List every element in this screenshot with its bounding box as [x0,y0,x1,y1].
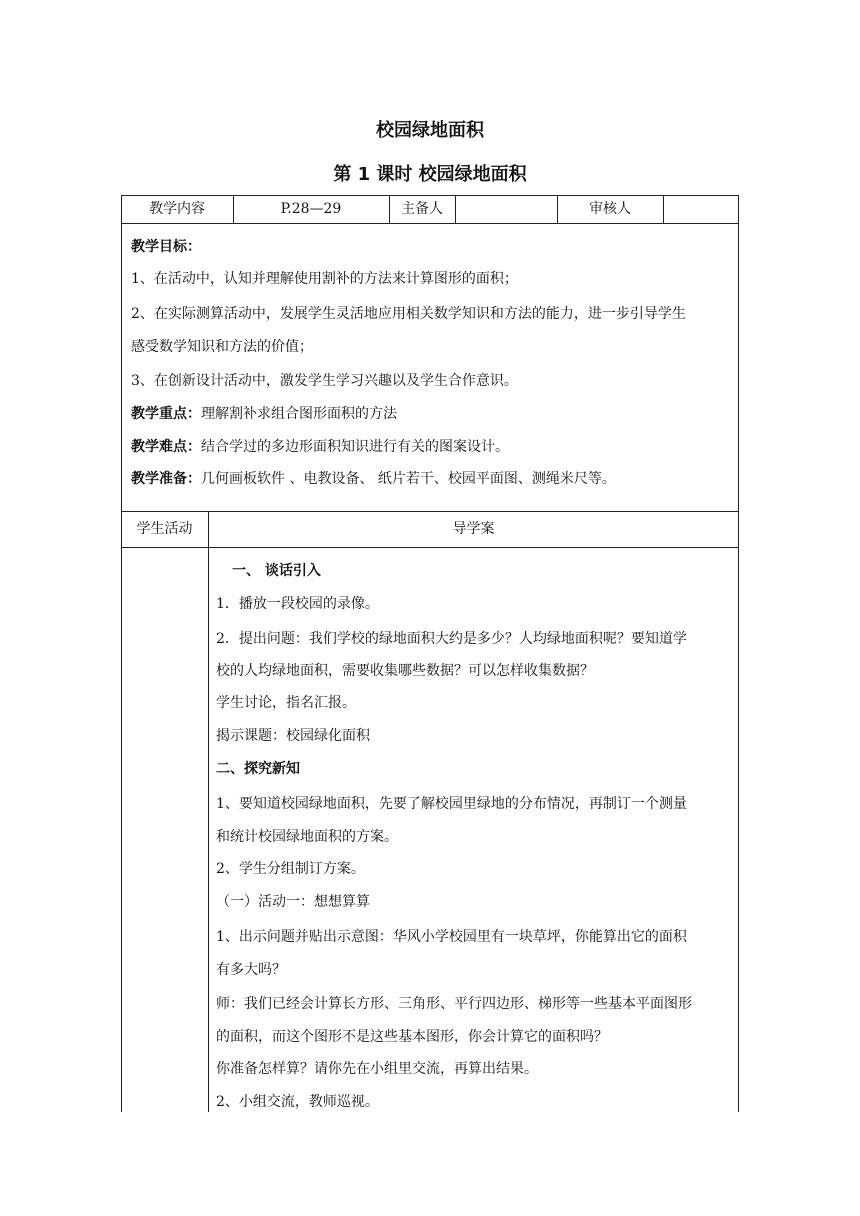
objectives-heading: 教学目标： [131,239,201,255]
difficulty-label: 教学难点： [131,439,201,455]
section-heading: 二、探究新知 [216,761,300,777]
guide-line: 有多大吗？ [216,962,286,978]
guide-line: （一）活动一：想想算算 [216,894,370,910]
guide-line: 师：我们已经会计算长方形、三角形、平行四边形、梯形等一些基本平面图形 [216,996,692,1012]
guide-line: 的面积，而这个图形不是这些基本图形，你会计算它的面积吗？ [216,1029,608,1045]
guide-line: 1、要知道校园绿地面积，先要了解校园里绿地的分布情况，再制订一个测量 [216,796,687,812]
difficulty-text: 结合学过的多边形面积知识进行有关的图案设计。 [201,439,509,455]
guide-line: 校的人均绿地面积，需要收集哪些数据？可以怎样收集数据？ [216,663,594,679]
objective-item: 感受数学知识和方法的价值； [131,339,313,355]
guide-line: 2、小组交流，教师巡视。 [216,1094,379,1110]
key-point [131,404,397,424]
objective-item: 2、在实际测算活动中，发展学生灵活地应用相关数学知识和方法的能力，进一步引导学生 [131,306,686,322]
document-title: 校园绿地面积 [376,120,484,141]
objective-item: 3、在创新设计活动中，激发学生学习兴趣以及学生合作意识。 [131,373,518,389]
divider [663,195,664,224]
guide-line: 学生讨论，指名汇报。 [216,695,356,711]
preparer-label: 主备人 [401,201,443,217]
difficulty-point [131,437,509,457]
reviewer-label: 审核人 [589,201,631,217]
content-label: 教学内容 [149,201,205,217]
guide-line: 1、出示问题并贴出示意图：华风小学校园里有一块草坪，你能算出它的面积 [216,929,687,945]
guide-line: 你准备怎样算？请你先在小组里交流，再算出结果。 [216,1061,538,1077]
preparation-text: 几何画板软件 、电教设备、 纸片若干、校园平面图、测绳米尺等。 [201,471,616,487]
key-point-text: 理解割补求组合图形面积的方法 [201,406,397,422]
preparation [131,469,616,489]
guide-line: 1．播放一段校园的录像。 [216,596,379,612]
guide-line: 揭示课题：校园绿化面积 [216,728,370,744]
objective-item: 1、在活动中，认知并理解使用割补的方法来计算图形的面积； [131,271,518,287]
guide-header: 导学案 [452,521,495,537]
guide-line: 2、学生分组制订方案。 [216,861,365,877]
section-heading: 一、 谈话引入 [232,563,321,579]
student-activity-header: 学生活动 [136,521,193,537]
key-point-label: 教学重点： [131,406,201,422]
divider [455,195,456,224]
guide-line: 和统计校园绿地面积的方案。 [216,829,398,845]
divider [208,547,209,1112]
guide-line: 2．提出问题：我们学校的绿地面积大约是多少？人均绿地面积呢？要知道学 [216,631,687,647]
preparation-label: 教学准备： [131,471,201,487]
lesson-subtitle: 第 1 课时 校园绿地面积 [333,164,527,185]
content-value: P.28—29 [280,201,342,217]
